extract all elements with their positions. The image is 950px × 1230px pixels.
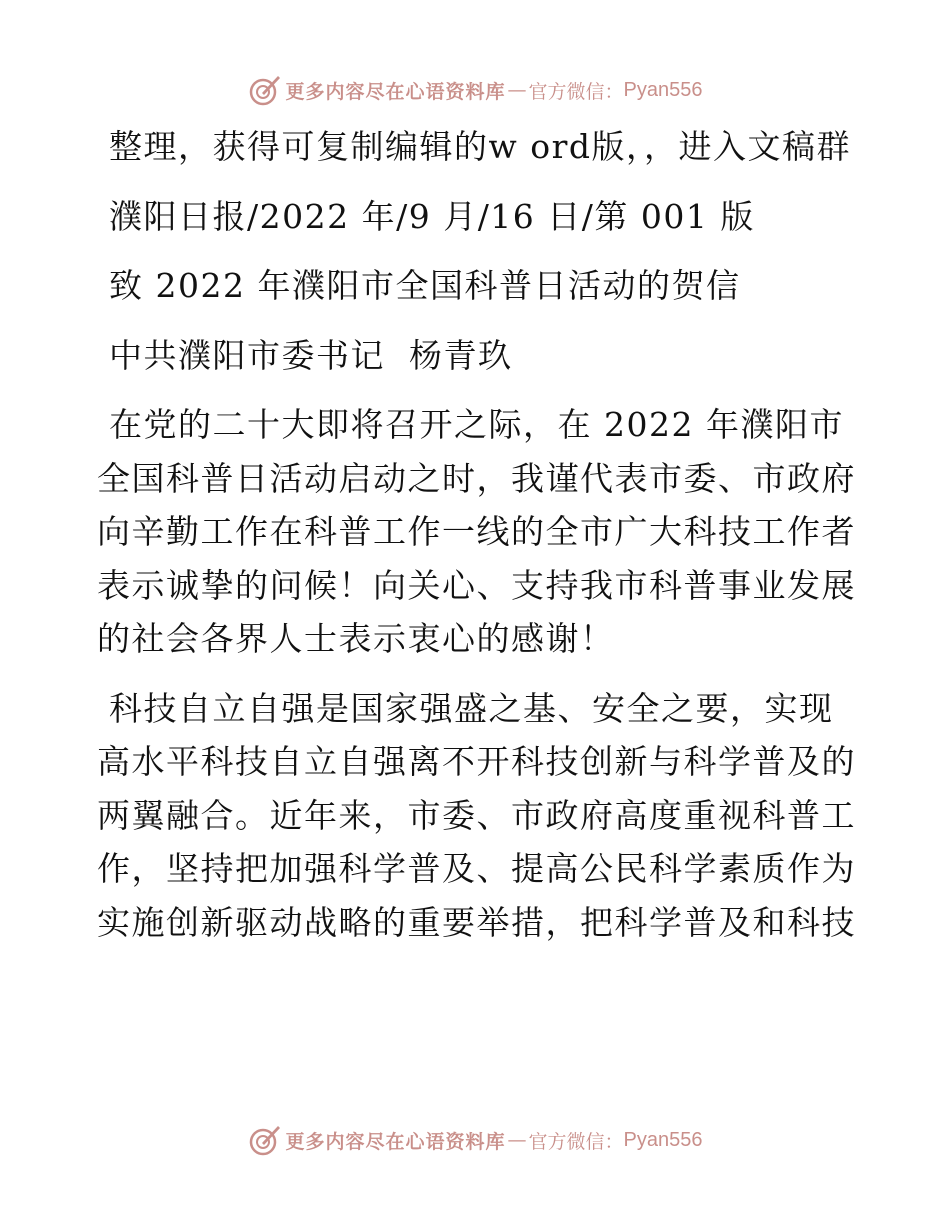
quill-circle-icon [248, 73, 282, 107]
banner-account-id: Pyan556 [623, 1128, 703, 1151]
banner-separator: — [507, 79, 527, 101]
banner-wechat-label: 官方微信： [528, 1130, 624, 1153]
paragraph-author: 中共濮阳市委书记 杨青玖 [109, 335, 513, 375]
banner-brand-text: 更多内容尽在心语资料库 [285, 80, 506, 103]
paragraph-body: 科技自立自强是国家强盛之基、安全之要，实现高水平科技自立自强离不开科技创新与科学普及的两翼融合。近年来，市委、市政府高度重视科普工作，坚持把加强科学普及、提高公民科学素质作为实施创新驱动战略的重要举措，把科学普及和科技 [97, 688, 856, 942]
banner-separator: — [507, 1129, 527, 1151]
document-body [97, 120, 857, 965]
banner-wechat-label: 官方微信： [528, 80, 624, 103]
quill-circle-icon [248, 1123, 282, 1157]
paragraph-source: 濮阳日报/2022 年/9 月/16 日/第 001 版 [109, 196, 755, 236]
banner-account-id: Pyan556 [623, 78, 703, 101]
paragraph-intro: 整理，获得可复制编辑的w ord版，，进入文稿群 [109, 127, 852, 166]
footer-watermark-banner [0, 1120, 950, 1160]
paragraph-greeting: 在党的二十大即将召开之际，在 2022 年濮阳市全国科普日活动启动之时，我谨代表市委、市政府向辛勤工作在科普工作一线的全市广大科技工作者表示诚挚的问候！向关心、支持我市科普事业发展的社会各界人士表示衷心的感谢！ [97, 405, 856, 658]
header-watermark-banner [0, 70, 950, 110]
banner-brand-text: 更多内容尽在心语资料库 [285, 1130, 506, 1153]
paragraph-title: 致 2022 年濮阳市全国科普日活动的贺信 [109, 266, 741, 305]
